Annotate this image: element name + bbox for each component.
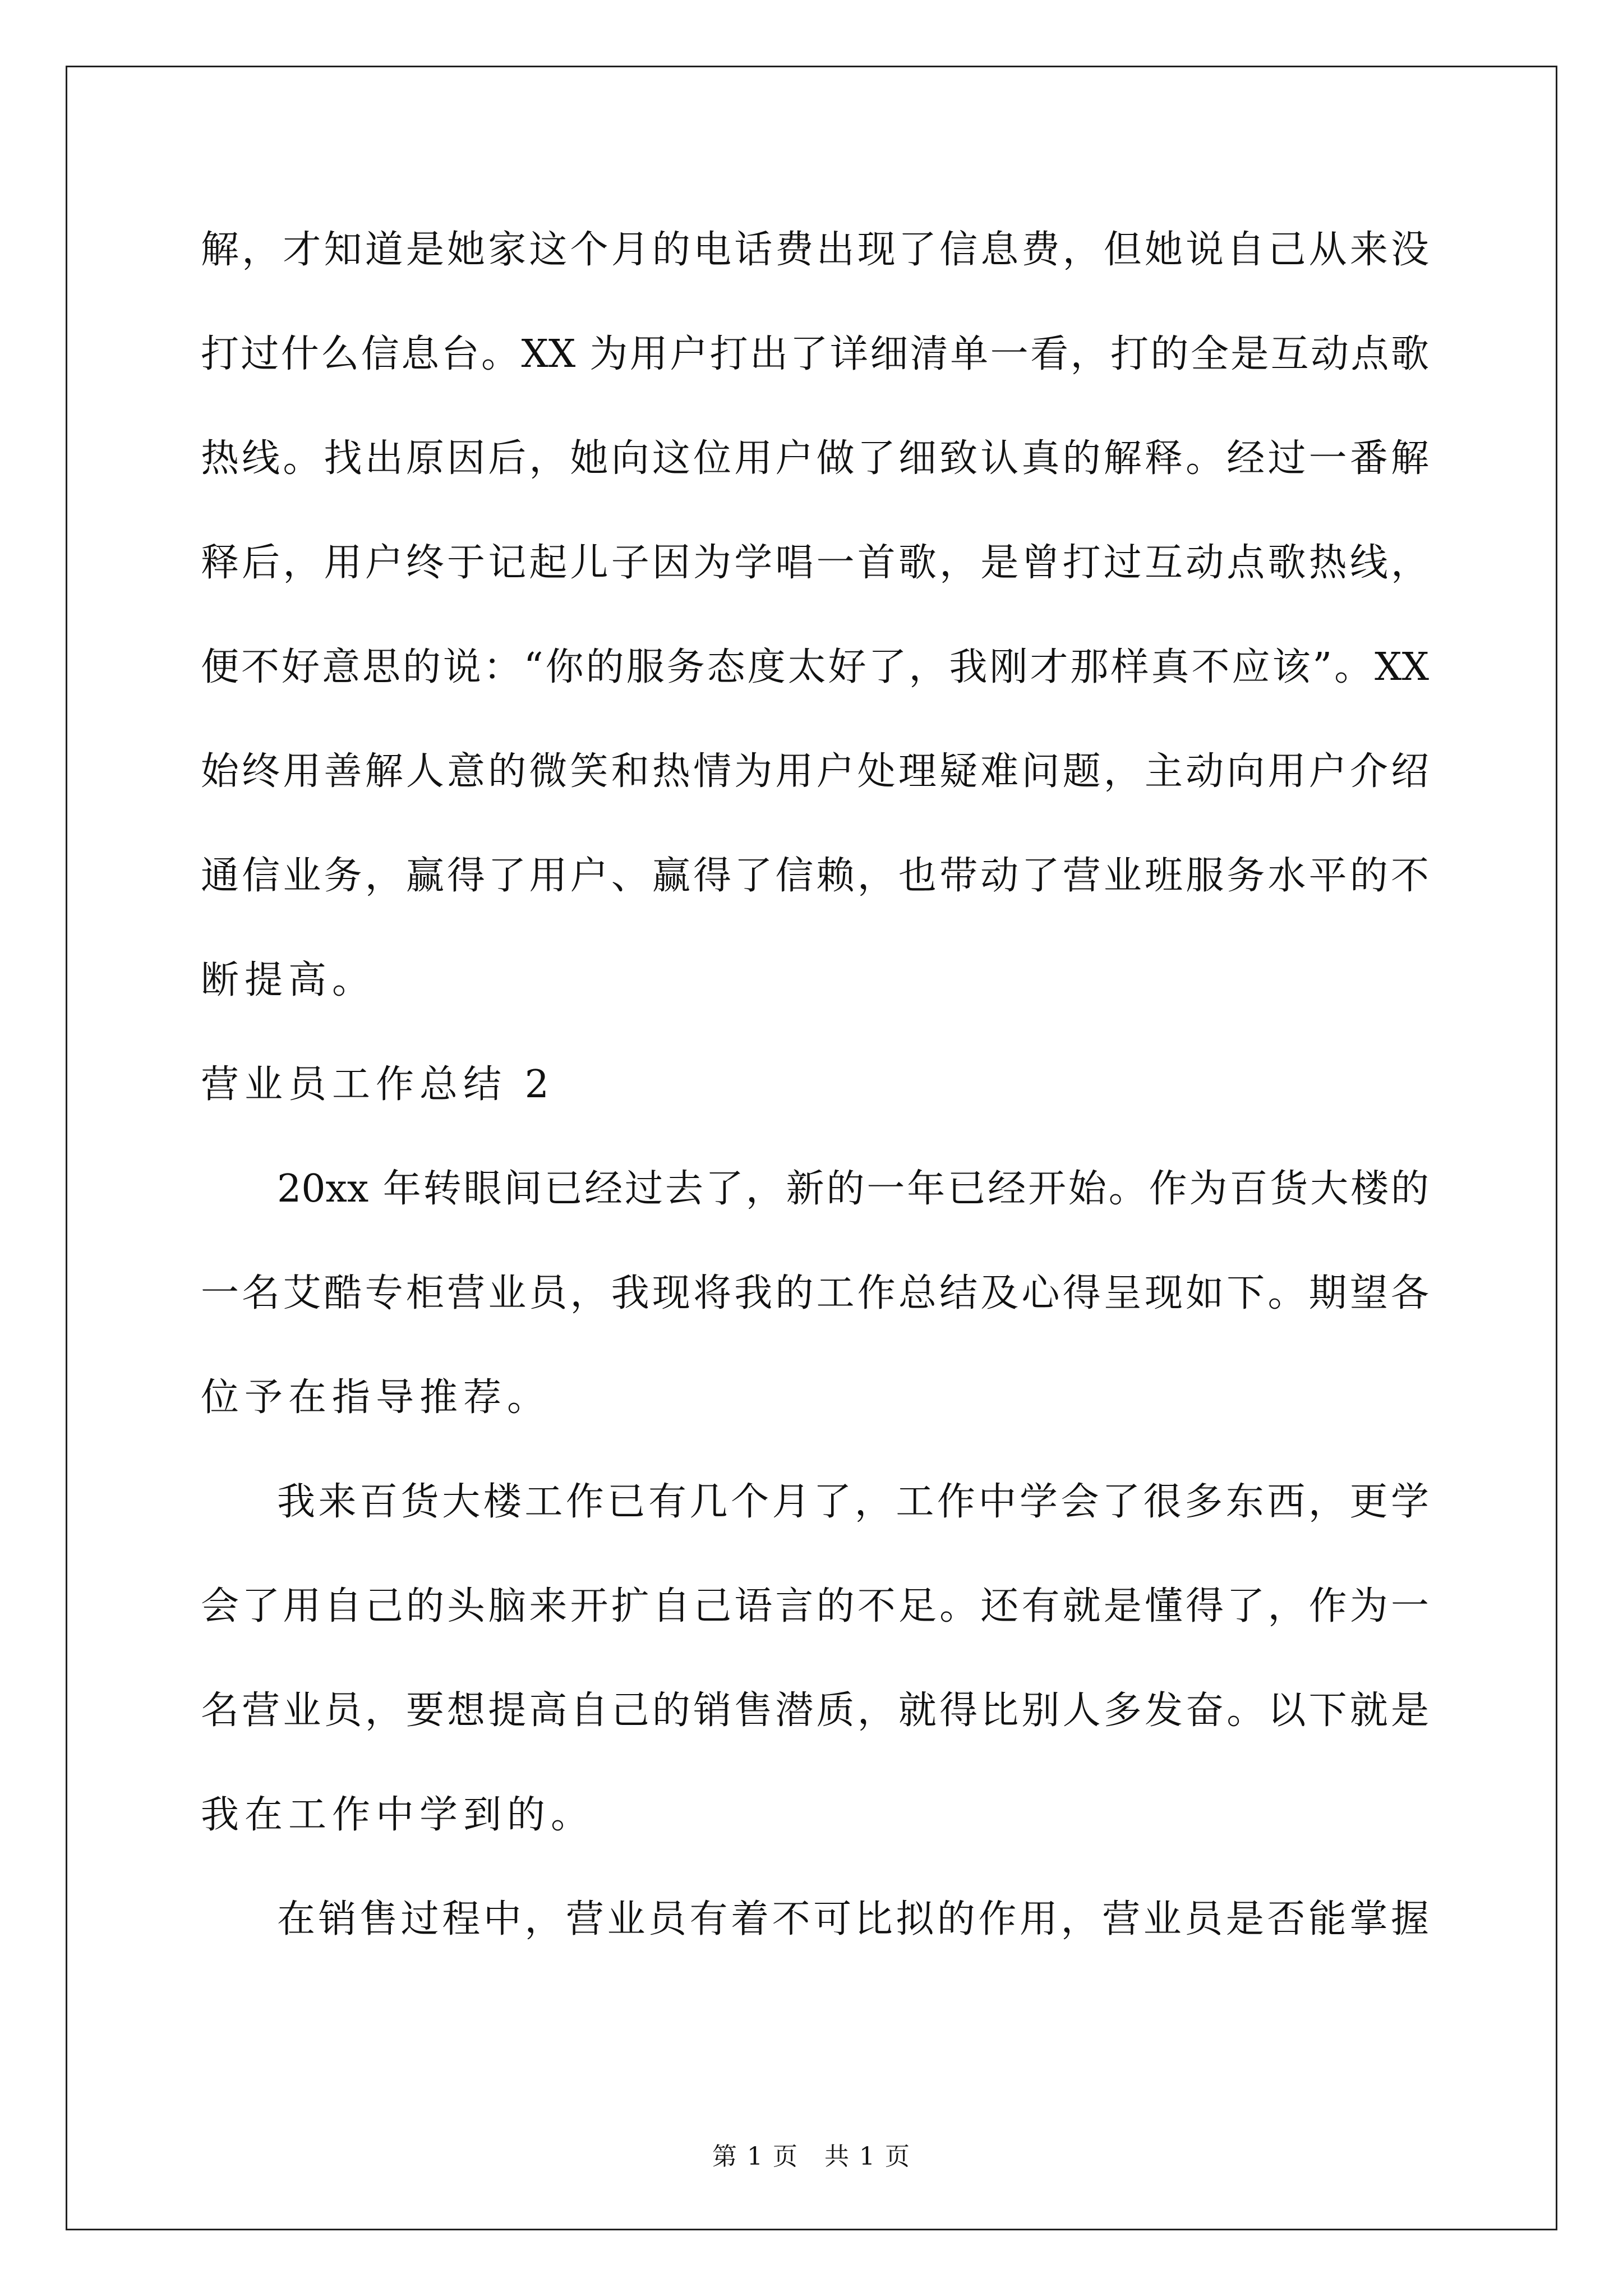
paragraph-first-line: 在销售过程中，营业员有着不可比拟的作用，营业员是否能掌握 <box>277 1897 1429 1941</box>
document-body <box>201 224 1429 1998</box>
paragraph-first-line: 我来百货大楼工作已有几个月了，工作中学会了很多东西，更学 <box>277 1480 1429 1524</box>
text-line: 会了用自己的头脑来开扩自己语言的不足。还有就是懂得了，作为一 <box>201 1584 1429 1628</box>
text-line: 通信业务，赢得了用户、赢得了信赖，也带动了营业班服务水平的不 <box>201 854 1429 898</box>
text-line: 始终用善解人意的微笑和热情为用户处理疑难问题，主动向用户介绍 <box>201 749 1429 794</box>
text-line: 便不好意思的说：“你的服务态度太好了，我刚才那样真不应该”。XX <box>201 645 1429 689</box>
text-line: 释后，用户终于记起儿子因为学唱一首歌，是曾打过互动点歌热线， <box>201 541 1429 585</box>
text-line: 名营业员，要想提高自己的销售潜质，就得比别人多发奋。以下就是 <box>201 1688 1429 1733</box>
section-heading: 营业员工作总结 2 <box>201 1062 555 1107</box>
page-footer: 第 1 页 共 1 页 <box>712 2142 911 2171</box>
paragraph-first-line: 20xx 年转眼间已经过去了，新的一年已经开始。作为百货大楼的 <box>277 1167 1429 1211</box>
text-line: 热线。找出原因后，她向这位用户做了细致认真的解释。经过一番解 <box>201 436 1429 481</box>
text-line: 我在工作中学到的。 <box>201 1793 595 1837</box>
text-line: 断提高。 <box>201 958 376 1002</box>
text-line: 位予在指导推荐。 <box>201 1375 551 1420</box>
text-line: 解，才知道是她家这个月的电话费出现了信息费，但她说自己从来没 <box>201 228 1429 272</box>
text-line: 打过什么信息台。XX 为用户打出了详细清单一看，打的全是互动点歌 <box>201 332 1429 376</box>
text-line: 一名艾酷专柜营业员，我现将我的工作总结及心得呈现如下。期望各 <box>201 1271 1429 1315</box>
